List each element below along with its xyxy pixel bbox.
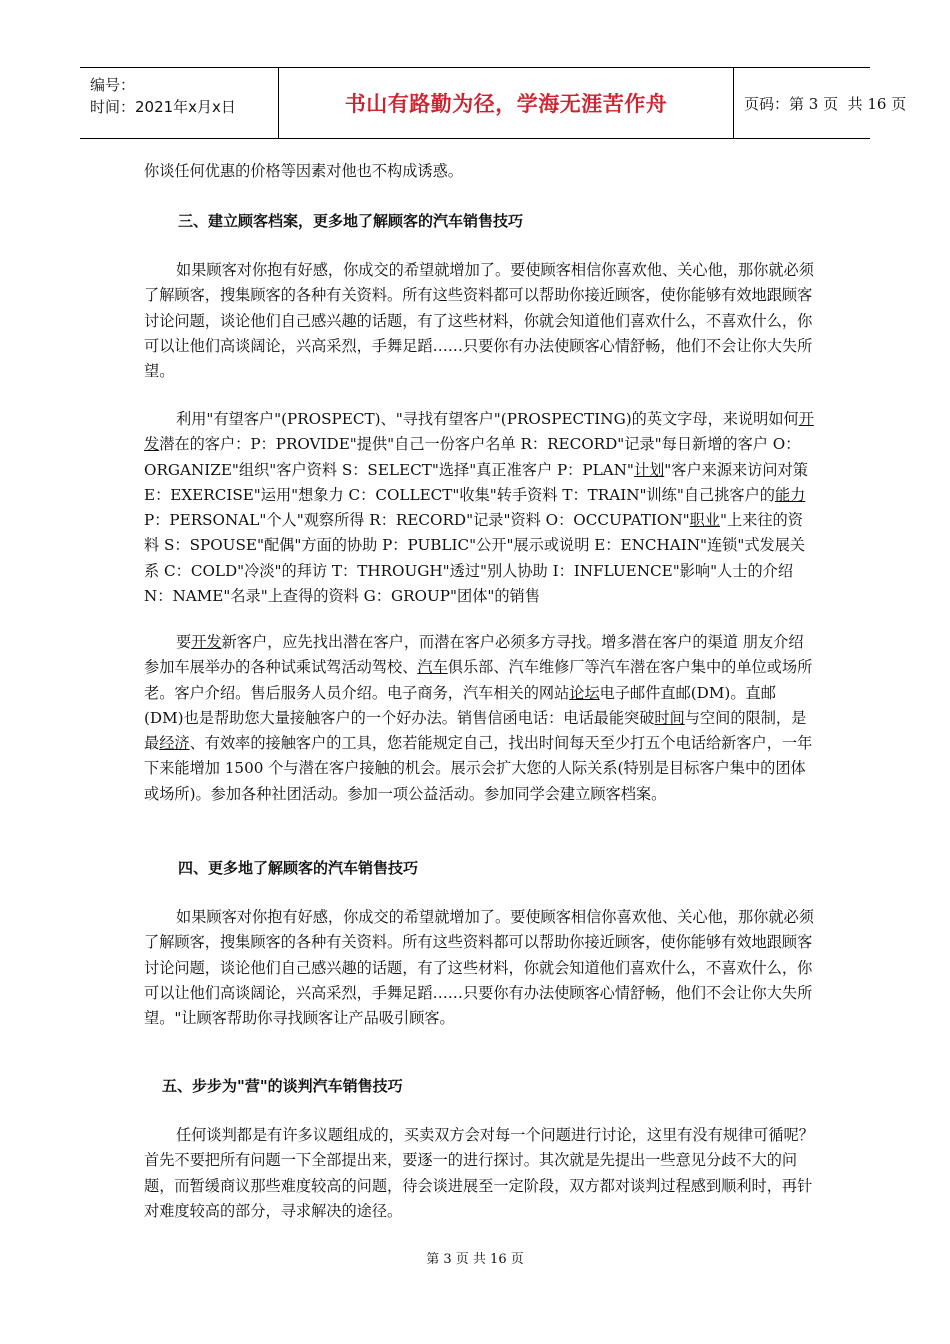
link-ability[interactable]: 能力 <box>774 485 806 504</box>
link-car[interactable]: 汽车 <box>417 658 448 677</box>
paragraph-know-customers: 如果顾客对你抱有好感，你成交的希望就增加了。要使顾客相信你喜欢他、关心他，那你就必须了解顾客，搜集顾客的各种有关资料。所有这些资料都可以帮助你接近顾客，使你能够有效地跟顾客讨论问题，谈论他们自己感兴趣的话题，有了这些材料，你就会知道他们喜欢什么，不喜欢什么，你可以让他们高谈阔论，兴高采烈，手舞足蹈……只要你有办法使顾客心情舒畅，他们不会让你大失所望。"让顾客帮助你寻找顾客让产品吸引顾客。 <box>144 908 814 1028</box>
header-motto: 书山有路勤为径，学海无涯苦作舟 <box>279 68 734 138</box>
page-header <box>80 67 907 139</box>
paragraph-negotiation: 任何谈判都是有许多议题组成的，买卖双方会对每一个问题进行讨论，这里有没有规律可循呢？首先不要把所有问题一下全部提出来，要逐一的进行探讨。其次就是先提出一些意见分歧不大的问题，而暂缓商议那些难度较高的问题，待会谈进展至一定阶段，双方都对谈判过程感到顺利时，再针对难度较高的部分，寻求解决的途径。 <box>144 1126 814 1220</box>
link-occupation[interactable]: 职业 <box>689 511 720 530</box>
page-footer: 第 3 页 共 16 页 <box>426 1252 524 1267</box>
link-develop-2[interactable]: 开发 <box>191 633 222 651</box>
header-meta <box>80 68 279 138</box>
link-develop[interactable]: 开发 <box>144 410 814 454</box>
document-number-label: 编号： <box>90 76 136 94</box>
header-page-info <box>734 68 907 138</box>
link-economy[interactable]: 经济 <box>159 734 190 753</box>
header-page-label: 页码：第 3 页 共 16 页 <box>744 94 907 113</box>
link-time[interactable]: 时间 <box>654 708 685 727</box>
paragraph-continuation: 你谈任何优惠的价格等因素对他也不构成诱惑。 <box>144 162 463 180</box>
section-heading-5: 五、步步为"营"的谈判汽车销售技巧 <box>162 1077 403 1095</box>
link-plan[interactable]: 计划 <box>633 460 665 479</box>
section-heading-3: 三、建立顾客档案，更多地了解顾客的汽车销售技巧 <box>178 212 524 230</box>
section-heading-4: 四、更多地了解顾客的汽车销售技巧 <box>178 859 419 877</box>
paragraph-customer-profile: 如果顾客对你抱有好感，你成交的希望就增加了。要使顾客相信你喜欢他、关心他，那你就必须了解顾客，搜集顾客的各种有关资料。所有这些资料都可以帮助你接近顾客，使你能够有效地跟顾客讨论问题，谈论他们自己感兴趣的话题，有了这些材料，你就会知道他们喜欢什么，不喜欢什么，你可以让他们高谈阔论，兴高采烈，手舞足蹈……只要你有办法使顾客心情舒畅，他们不会让你大失所望。 <box>144 261 814 381</box>
document-date-label: 时间：2021年x月x日 <box>90 98 236 116</box>
link-forum[interactable]: 论坛 <box>569 683 600 702</box>
paragraph-new-customers: 要开发新客户，应先找出潜在客户，而潜在客户必须多方寻找。增多潜在客户的渠道 朋友介绍参加车展举办的各种试乘试驾活动驾校、汽车俱乐部、汽车维修厂等汽车潜在客户集中的单位或场所老。客户介绍。售后服务人员介绍。电子商务，汽车相关的网站论坛电子邮件直邮(DM)。直邮(DM)也是帮助您大量接触客户的一个好办法。销售信函电话：电话最能突破时间与空间的限制，是最经济、有效率的接触客户的工具，您若能规定自己，找出时间每天至少打五个电话给新客户，一年下来能增加 1500 个与潜在客户接触的机会。展示会扩大您的人际关系(特别是目标客户集中的团体或场所)。参加各种社团活动。参加一项公益活动。参加同学会建立顾客档案。 <box>144 633 813 803</box>
paragraph-prospecting: 利用"有望客户"(PROSPECT)、"寻找有望客户"(PROSPECTING)的英文字母，来说明如何开发潜在的客户：P：PROVIDE"提供"自己一份客户名单 R：RECORD"记录"每日新增的客户 O：ORGANIZE"组织"客户资料 S：SELECT"选择"真正准客户 P：PLAN"计划"客户来源来访问对策 E：EXERCISE"运用"想象力 C：COLLECT"收集"转手资料 T：TRAIN"训练"自己挑客户的能力 P：PERSONAL"个人"观察所得 R：RECORD"记录"资料 O：OCCUPATION"职业"上来往的资料 S：SPOUSE"配偶"方面的协助 P：PUBLIC"公开"展示或说明 E：ENCHAIN"连锁"式发展关系 C：COLD"冷淡"的拜访 T：THROUGH"透过"别人协助 I：INFLUENCE"影响"人士的介绍 N：NAME"名录"上查得的资料 G：GROUP"团体"的销售 <box>144 410 814 606</box>
